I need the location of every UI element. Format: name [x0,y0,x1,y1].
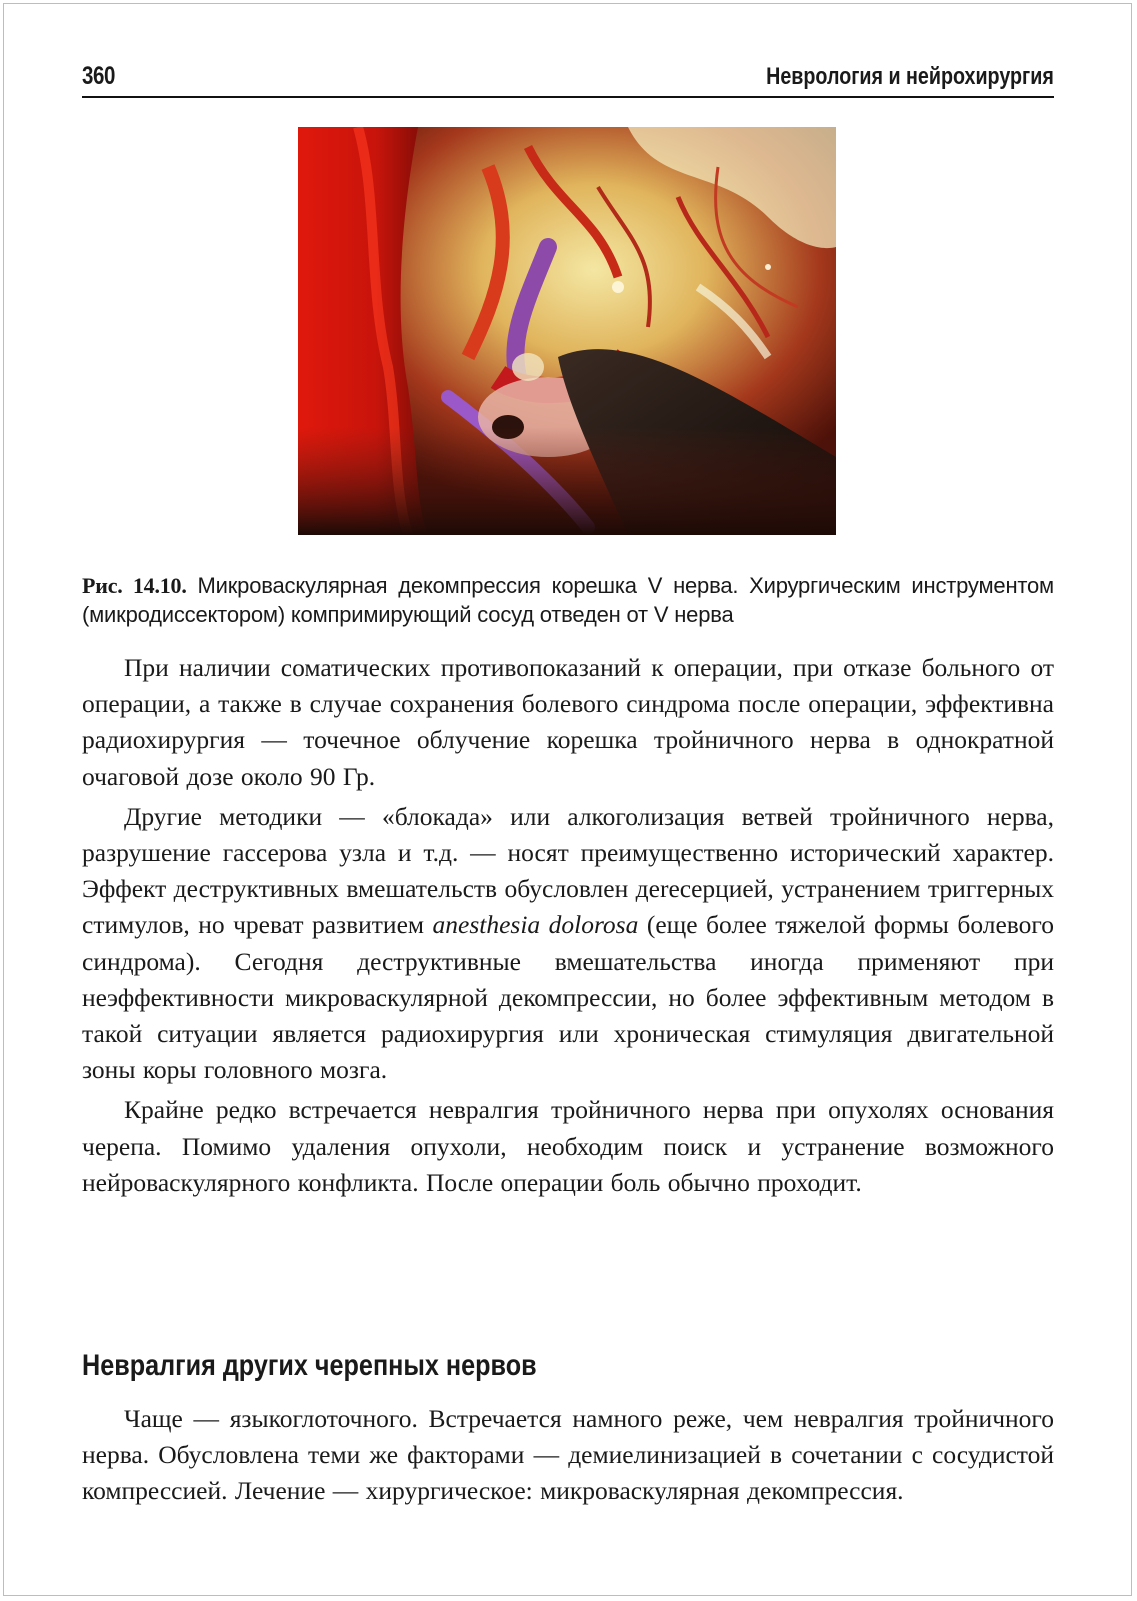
paragraph-other-methods-end: (еще более тяжелой формы болевого синдрома). Сегодня деструктивные вмешательства иногда применяют при неэффективности микроваскулярной декомпрессии, но более эффективным методом в такой ситуации является радиохирургия или хроническая стимуляция двигательной зоны коры головного мозга. [82,910,1054,1085]
paragraph-radiosurgery: При наличии соматических противопоказаний к операции, при отказе больного от операции, а также в случае сохранения болевого синдрома после операции, эффективна радиохирургия — точечное облучение корешка тройничного нерва в однократной очаговой дозе около 90 Гр. [82,653,1054,791]
page-number: 360 [82,62,115,90]
surgical-photo-illustration [298,127,836,535]
paragraph-glossopharyngeal: Чаще — языкоглоточного. Встречается намного реже, чем невралгия тройничного нерва. Обусловлена теми же факторами — демиелинизацией в сочетании с сосудистой компрессией. Лечение — хирургическое: микроваскулярная декомпрессия. [82,1404,1054,1506]
running-head [82,60,1054,98]
figure-caption-text: Микроваскулярная декомпрессия корешка V нерва. Хирургическим инструментом (микродиссектором) компримирующий сосуд отведен от V нерва [82,573,1054,627]
latin-term: anesthesia dolorosa [432,910,639,940]
section-body [82,1401,1054,1514]
running-title: Неврология и нейрохирургия [766,63,1054,90]
figure-label: Рис. 14.10. [82,573,187,598]
paragraph-other-methods [82,799,1054,1089]
body-text-block [82,650,1054,1205]
paragraph-other-methods-start: Другие методики — «блокада» или алкоголизация ветвей тройничного нерва, разрушение гассерова узла и т.д. — носят преимущественно исторический характер. Эффект деструктивных вмешательств обусловлен деrecepцией, устранением триггерных стимулов, но чреват развитием [82,801,1054,940]
paragraph-tumors: Крайне редко встречается невралгия тройничного нерва при опухолях основания черепа. Помимо удаления опухоли, необходим поиск и устранение возможного нейроваскулярного конфликта. После операции боль обычно проходит. [82,1095,1054,1197]
figure-caption [82,571,1054,629]
surgical-photo [298,127,836,535]
section-heading: Невралгия других черепных нервов [82,1349,537,1382]
